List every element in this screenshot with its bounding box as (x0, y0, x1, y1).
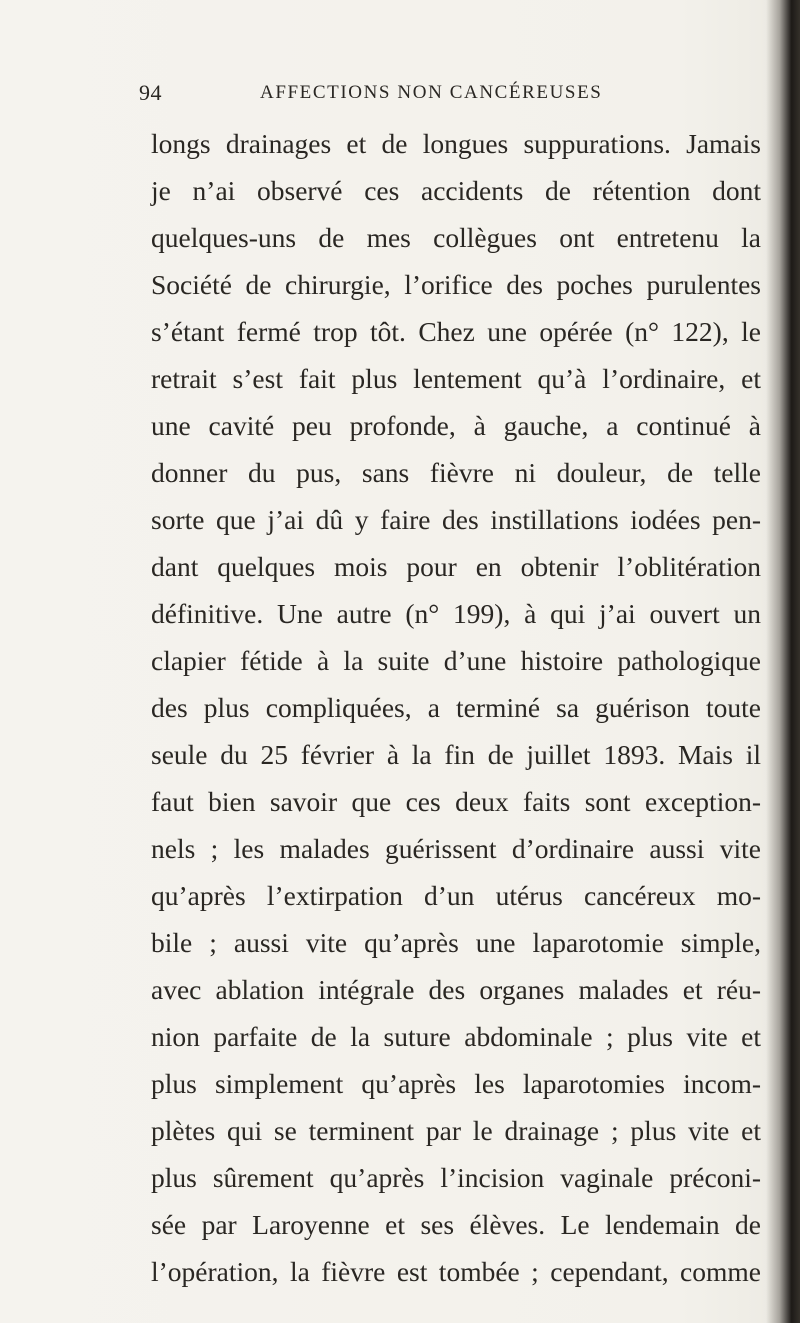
text-line: sorte que j’ai dû y faire des instillations iodées pen- (151, 504, 761, 535)
text-line: des plus compliquées, a terminé sa guérison toute (151, 692, 761, 723)
text-line: longs drainages et de longues suppurations. Jamais (151, 128, 761, 159)
text-line: sée par Laroyenne et ses élèves. Le lendemain de (151, 1209, 761, 1240)
text-line: avec ablation intégrale des organes malades et réu- (151, 974, 761, 1005)
body-text (151, 120, 761, 1295)
text-line: faut bien savoir que ces deux faits sont exception- (151, 786, 761, 817)
text-line: nels ; les malades guérissent d’ordinaire aussi vite (151, 833, 761, 864)
text-line: retrait s’est fait plus lentement qu’à l’ordinaire, et (151, 363, 761, 394)
text-line: une cavité peu profonde, à gauche, a continué à (151, 410, 761, 441)
text-line: bile ; aussi vite qu’après une laparotomie simple, (151, 927, 761, 958)
text-line: je n’ai observé ces accidents de rétention dont (151, 175, 761, 206)
page-edge-shadow (766, 0, 800, 1323)
text-line: plètes qui se terminent par le drainage ; plus vite et (151, 1115, 761, 1146)
text-line: qu’après l’extirpation d’un utérus cancéreux mo- (151, 880, 761, 911)
text-line: clapier fétide à la suite d’une histoire pathologique (151, 645, 761, 676)
text-line: seule du 25 février à la fin de juillet 1893. Mais il (151, 739, 761, 770)
text-line: plus sûrement qu’après l’incision vaginale préconi- (151, 1162, 761, 1193)
text-line: donner du pus, sans fièvre ni douleur, de telle (151, 457, 761, 488)
running-title: AFFECTIONS NON CANCÉREUSES (260, 82, 603, 103)
text-line: dant quelques mois pour en obtenir l’oblitération (151, 551, 761, 582)
page-number: 94 (139, 80, 162, 105)
page-header (139, 80, 759, 110)
text-line: Société de chirurgie, l’orifice des poches purulentes (151, 269, 761, 300)
text-line: s’étant fermé trop tôt. Chez une opérée (n° 122), le (151, 316, 761, 347)
text-line: nion parfaite de la suture abdominale ; plus vite et (151, 1021, 761, 1052)
text-line: l’opération, la fièvre est tombée ; cependant, comme (151, 1256, 761, 1287)
text-line: plus simplement qu’après les laparotomies incom- (151, 1068, 761, 1099)
text-line: définitive. Une autre (n° 199), à qui j’ai ouvert un (151, 598, 761, 629)
text-line: quelques-uns de mes collègues ont entretenu la (151, 222, 761, 253)
